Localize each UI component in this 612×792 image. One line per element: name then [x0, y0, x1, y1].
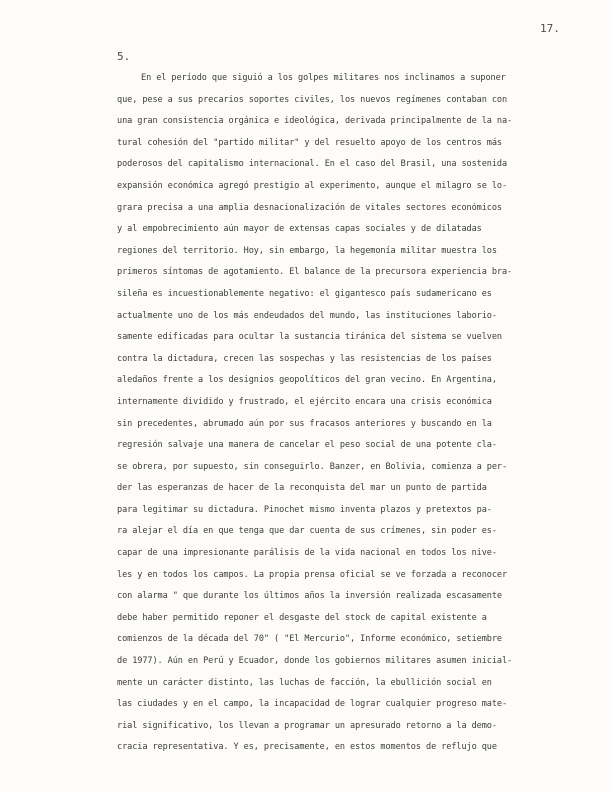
text-line: poderosos del capitalismo internacional. En el caso del Brasil, una sostenida	[117, 159, 508, 170]
text-line: y al empobrecimiento aún mayor de extensas capas sociales y de dilatadas	[117, 224, 482, 235]
body-paragraph	[117, 68, 604, 759]
text-line: ra alejar el día en que tenga que dar cuenta de sus crímenes, sin poder es-	[117, 526, 497, 537]
text-line: se obrera, por supuesto, sin conseguirlo. Banzer, en Bolivia, comienza a per-	[117, 461, 508, 472]
text-line: En el período que siguió a los golpes militares nos inclinamos a suponer	[141, 73, 506, 83]
text-line: grara precisa a una amplia desnacionalización de vitales sectores económicos	[117, 202, 502, 213]
text-line: mente un carácter distinto, las luchas de facción, la ebullición social en	[117, 677, 492, 688]
text-line: que, pese a sus precarios soportes civiles, los nuevos regímenes contaban con	[117, 94, 508, 105]
text-line: samente edificadas para ocultar la sustancia tiránica del sistema se vuelven	[117, 332, 502, 343]
text-line: les y en todos los campos. La propia prensa oficial se ve forzada a reconocer	[117, 569, 508, 580]
text-line: rial significativo, los llevan a programar un apresurado retorno a la demo-	[117, 720, 497, 731]
text-line: cracia representativa. Y es, precisamente, en estos momentos de reflujo que	[117, 742, 497, 753]
text-line: de 1977). Aún en Perú y Ecuador, donde los gobiernos militares asumen inicial-	[117, 656, 513, 667]
text-line: regresión salvaje una manera de cancelar el peso social de una potente cla-	[117, 440, 497, 451]
text-line: regiones del territorio. Hoy, sin embargo, la hegemonía militar muestra los	[117, 245, 497, 256]
text-line: comienzos de la década del 70" ( "El Mercurio", Informe económico, setiembre	[117, 634, 502, 645]
text-line: sin precedentes, abrumado aún por sus fracasos anteriores y buscando en la	[117, 418, 492, 429]
text-line: con alarma " que durante los últimos años la inversión realizada escasamente	[117, 591, 502, 602]
text-line: las ciudades y en el campo, la incapacidad de lograr cualquier progreso mate-	[117, 699, 508, 710]
text-line: debe haber permitido reponer el desgaste del stock de capital existente a	[117, 612, 487, 623]
page-number: 17.	[540, 22, 560, 35]
text-line: actualmente uno de los más endeudados del mundo, las instituciones laborio-	[117, 310, 497, 321]
text-line: capar de una impresionante parálisis de la vida nacional en todos los nive-	[117, 548, 497, 559]
text-line: para legitimar su dictadura. Pinochet mismo inventa plazos y pretextos pa-	[117, 504, 492, 515]
text-line: una gran consistencia orgánica e ideológica, derivada principalmente de la na-	[117, 116, 513, 127]
text-line: contra la dictadura, crecen las sospechas y las resistencias de los países	[117, 353, 492, 364]
text-line: internamente dividido y frustrado, el ejército encara una crisis económica	[117, 396, 492, 407]
text-line: expansión económica agregó prestigio al experimento, aunque el milagro se lo-	[117, 180, 508, 191]
section-number: 5.	[117, 50, 131, 63]
text-line: primeros síntomas de agotamiento. El balance de la precursora experiencia bra-	[117, 267, 513, 278]
text-line: tural cohesión del "partido militar" y del resuelto apoyo de los centros más	[117, 137, 502, 148]
text-line: aledaños frente a los designios geopolíticos del gran vecino. En Argentina,	[117, 375, 497, 386]
text-line: der las esperanzas de hacer de la reconquista del mar un punto de partida	[117, 483, 487, 494]
text-line: sileña es incuestionablemente negativo: el gigantesco país sudamericano es	[117, 288, 492, 299]
